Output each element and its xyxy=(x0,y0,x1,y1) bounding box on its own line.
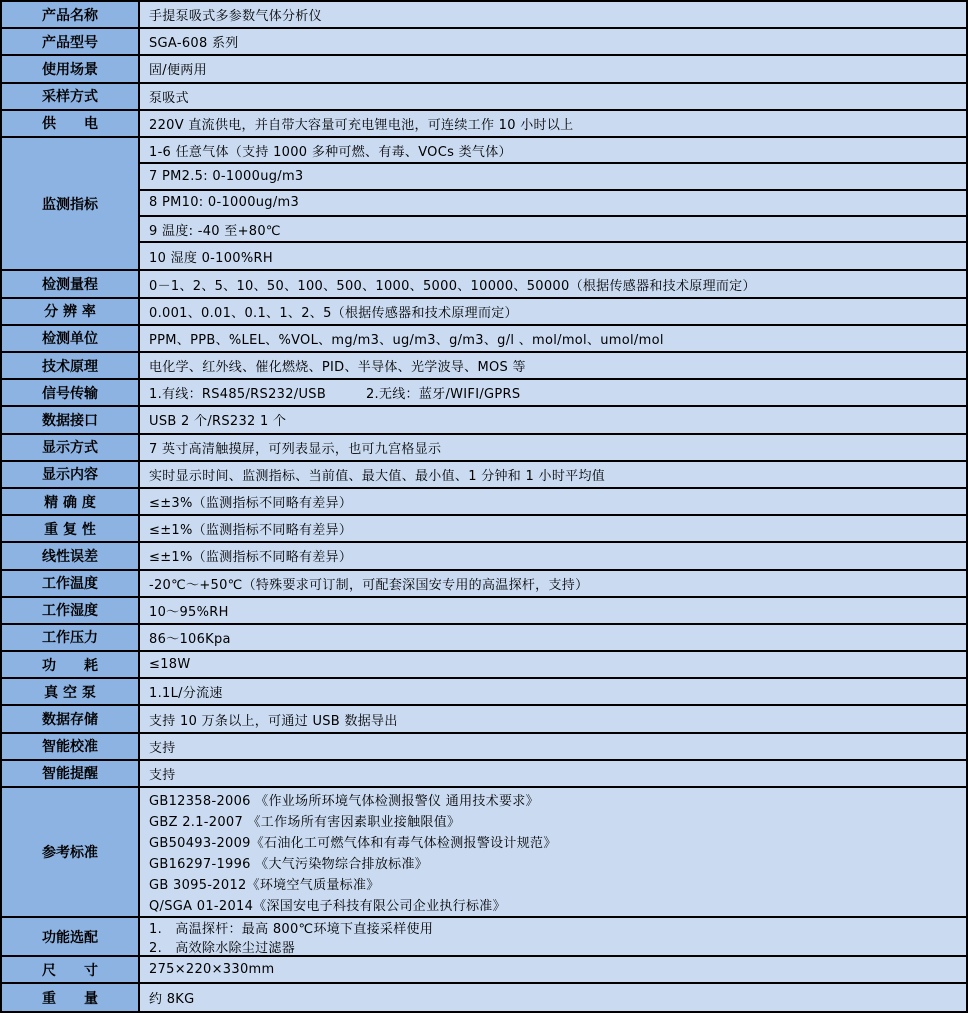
spec-row xyxy=(2,84,966,111)
row-value-text: 1.有线：RS485/RS232/USB 2.无线：蓝牙/WIFI/GPRS xyxy=(149,387,521,403)
row-value xyxy=(140,543,966,568)
row-value-text: ≤18W xyxy=(149,657,191,673)
row-value xyxy=(140,598,966,623)
row-label: 功能选配 xyxy=(2,918,140,955)
row-value-text: 支持 xyxy=(149,767,176,783)
spec-row xyxy=(2,788,966,918)
row-value-text: 支持 10 万条以上，可通过 USB 数据导出 xyxy=(149,713,398,729)
row-value-text: 275×220×330mm xyxy=(149,962,275,978)
spec-row xyxy=(2,598,966,625)
row-label: 重 复 性 xyxy=(2,516,140,541)
row-label: 信号传输 xyxy=(2,380,140,405)
row-label: 供 电 xyxy=(2,111,140,136)
row-value-line: GBZ 2.1-2007 《工作场所有害因素职业接触限值》 xyxy=(149,814,461,830)
row-value-text: USB 2 个/RS232 1 个 xyxy=(149,414,287,430)
row-value-text: 10～95%RH xyxy=(149,604,229,620)
row-value xyxy=(140,138,966,270)
row-value xyxy=(140,56,966,81)
spec-row xyxy=(2,380,966,407)
row-label: 智能校准 xyxy=(2,734,140,759)
spec-row xyxy=(2,984,966,1011)
spec-row xyxy=(2,679,966,706)
row-value xyxy=(140,353,966,378)
row-value-line: 9 温度: -40 至+80℃ xyxy=(140,217,966,243)
row-value xyxy=(140,84,966,109)
row-label: 重 量 xyxy=(2,984,140,1011)
row-value-text: 固/便两用 xyxy=(149,63,207,79)
row-label: 真 空 泵 xyxy=(2,679,140,704)
row-value xyxy=(140,299,966,324)
spec-row xyxy=(2,271,966,298)
row-label: 工作压力 xyxy=(2,625,140,650)
row-value-line: GB50493-2009《石油化工可燃气体和有毒气体检测报警设计规范》 xyxy=(149,835,557,851)
row-value-line: Q/SGA 01-2014《深国安电子科技有限公司企业执行标准》 xyxy=(149,899,506,915)
row-label: 智能提醒 xyxy=(2,761,140,786)
row-value xyxy=(140,652,966,677)
row-label: 尺 寸 xyxy=(2,957,140,982)
row-value-text: 86～106Kpa xyxy=(149,631,231,647)
spec-row xyxy=(2,625,966,652)
row-value-text: 实时显示时间、监测指标、当前值、最大值、最小值、1 分钟和 1 小时平均值 xyxy=(149,468,606,484)
spec-row xyxy=(2,435,966,462)
spec-row xyxy=(2,543,966,570)
spec-row xyxy=(2,353,966,380)
row-label: 检测量程 xyxy=(2,271,140,296)
row-value xyxy=(140,761,966,786)
row-value-text: PPM、PPB、%LEL、%VOL、mg/m3、ug/m3、g/m3、g/l 、mol/mol、umol/mol xyxy=(149,332,664,348)
row-value xyxy=(140,326,966,351)
row-value-text: 220V 直流供电，并自带大容量可充电锂电池，可连续工作 10 小时以上 xyxy=(149,117,574,133)
row-value xyxy=(140,271,966,296)
row-value-text: ≤±1%（监测指标不同略有差异） xyxy=(149,523,353,539)
spec-row xyxy=(2,489,966,516)
row-value-text: 约 8KG xyxy=(149,992,195,1008)
row-value-line: 1-6 任意气体（支持 1000 多种可燃、有毒、VOCs 类气体） xyxy=(140,138,966,164)
row-value xyxy=(140,734,966,759)
row-value xyxy=(140,571,966,596)
row-label: 显示内容 xyxy=(2,462,140,487)
row-label: 线性误差 xyxy=(2,543,140,568)
row-value xyxy=(140,679,966,704)
row-value-line: GB12358-2006 《作业场所环境气体检测报警仪 通用技术要求》 xyxy=(149,793,539,809)
row-value-text: 0.001、0.01、0.1、1、2、5（根据传感器和技术原理而定） xyxy=(149,305,518,321)
row-value xyxy=(140,29,966,54)
row-label: 技术原理 xyxy=(2,353,140,378)
row-value-text: 支持 xyxy=(149,740,176,756)
spec-row xyxy=(2,706,966,733)
spec-row xyxy=(2,571,966,598)
row-value-line: 1. 高温探杆：最高 800℃环境下直接采样使用 xyxy=(149,921,434,937)
row-value xyxy=(140,462,966,487)
row-value-text: 1.1L/分流速 xyxy=(149,686,223,702)
row-value-text: 手提泵吸式多参数气体分析仪 xyxy=(149,9,322,25)
row-value-text: 7 英寸高清触摸屏，可列表显示，也可九宫格显示 xyxy=(149,441,442,457)
row-label: 数据接口 xyxy=(2,407,140,432)
row-value xyxy=(140,489,966,514)
row-label: 工作湿度 xyxy=(2,598,140,623)
spec-row xyxy=(2,462,966,489)
spec-row xyxy=(2,56,966,83)
row-label: 使用场景 xyxy=(2,56,140,81)
row-value xyxy=(140,984,966,1011)
row-value xyxy=(140,625,966,650)
spec-row xyxy=(2,918,966,957)
row-value-line: 10 湿度 0-100%RH xyxy=(149,250,273,266)
spec-row xyxy=(2,407,966,434)
spec-row xyxy=(2,734,966,761)
spec-row xyxy=(2,2,966,29)
spec-row xyxy=(2,516,966,543)
row-label: 精 确 度 xyxy=(2,489,140,514)
spec-row xyxy=(2,138,966,272)
spec-row xyxy=(2,652,966,679)
row-label: 显示方式 xyxy=(2,435,140,460)
row-value xyxy=(140,380,966,405)
row-value xyxy=(140,706,966,731)
row-label: 工作温度 xyxy=(2,571,140,596)
row-value-text: 电化学、红外线、催化燃烧、PID、半导体、光学波导、MOS 等 xyxy=(149,360,526,376)
spec-row xyxy=(2,111,966,138)
row-label: 采样方式 xyxy=(2,84,140,109)
row-label: 数据存储 xyxy=(2,706,140,731)
row-value-text: ≤±3%（监测指标不同略有差异） xyxy=(149,496,353,512)
row-value xyxy=(140,957,966,982)
row-label: 产品名称 xyxy=(2,2,140,27)
row-label: 参考标准 xyxy=(2,788,140,916)
row-value-text: 0－1、2、5、10、50、100、500、1000、5000、10000、50000（根据传感器和技术原理而定） xyxy=(149,278,756,294)
row-value-line: GB16297-1996 《大气污染物综合排放标准》 xyxy=(149,857,429,873)
row-value xyxy=(140,111,966,136)
row-value xyxy=(140,435,966,460)
row-value xyxy=(140,516,966,541)
row-value-text: -20℃～+50℃（特殊要求可订制，可配套深国安专用的高温探杆，支持） xyxy=(149,577,589,593)
spec-row xyxy=(2,29,966,56)
row-value-text: SGA-608 系列 xyxy=(149,36,239,52)
spec-row xyxy=(2,957,966,984)
row-value xyxy=(140,918,966,955)
row-value-line: 2. 高效除水除尘过滤器 xyxy=(149,940,296,955)
row-value-line: 7 PM2.5: 0-1000ug/m3 xyxy=(140,164,966,190)
row-value xyxy=(140,788,966,916)
row-value-line: 8 PM10: 0-1000ug/m3 xyxy=(140,191,966,217)
spec-row xyxy=(2,761,966,788)
row-label: 检测单位 xyxy=(2,326,140,351)
row-label: 监测指标 xyxy=(2,138,140,270)
row-value-text: ≤±1%（监测指标不同略有差异） xyxy=(149,550,353,566)
row-value-text: 泵吸式 xyxy=(149,90,189,106)
row-value xyxy=(140,407,966,432)
spec-row xyxy=(2,299,966,326)
row-value xyxy=(140,2,966,27)
row-label: 分 辨 率 xyxy=(2,299,140,324)
row-label: 产品型号 xyxy=(2,29,140,54)
row-label: 功 耗 xyxy=(2,652,140,677)
spec-row xyxy=(2,326,966,353)
row-value-line: GB 3095-2012《环境空气质量标准》 xyxy=(149,878,380,894)
